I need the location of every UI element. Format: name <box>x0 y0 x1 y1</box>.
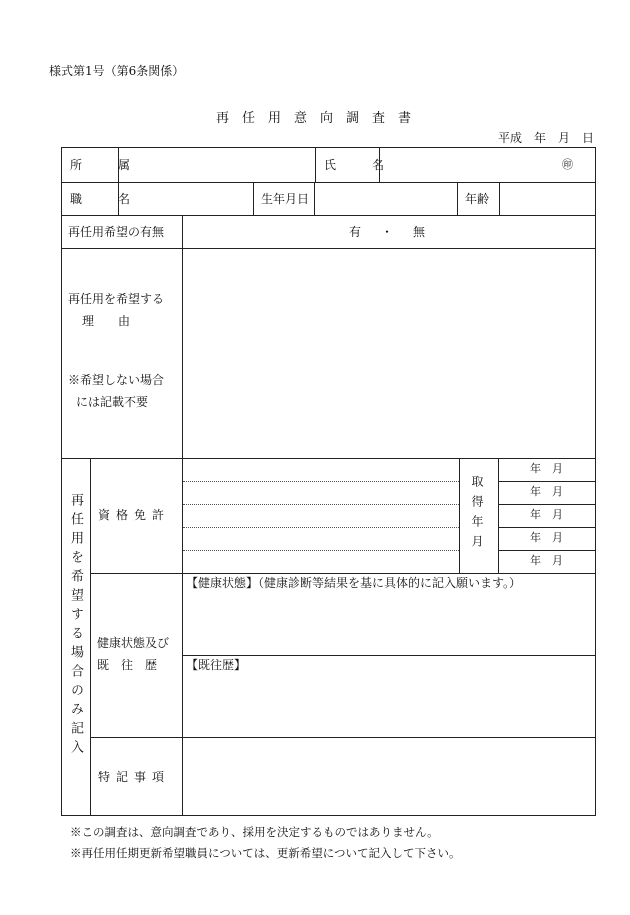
affiliation-label: 所 属 <box>70 158 143 172</box>
health-label-line2: 既 往 歴 <box>97 658 158 672</box>
medical-history-field[interactable] <box>188 676 590 732</box>
reason-note-line1: ※希望しない場合 <box>68 373 165 387</box>
affiliation-field[interactable] <box>124 152 312 179</box>
reason-field[interactable] <box>188 254 590 452</box>
reason-label-line2: 理 由 <box>82 314 131 328</box>
reason-label-line1: 再任用を希望する <box>68 292 165 306</box>
position-label: 職 名 <box>70 192 143 206</box>
age-label: 年齢 <box>465 192 490 206</box>
survey-form-table <box>61 147 596 816</box>
year-month-3: 年 月 <box>530 508 563 521</box>
seal-mark: ㊞ <box>562 158 573 171</box>
medical-history-heading: 【既往歴】 <box>186 658 247 672</box>
age-field[interactable] <box>505 186 591 212</box>
position-field[interactable] <box>124 186 250 212</box>
birthdate-label: 生年月日 <box>261 192 310 206</box>
year-month-4: 年 月 <box>530 531 563 544</box>
birthdate-field[interactable] <box>320 186 454 212</box>
year-month-5: 年 月 <box>530 554 563 567</box>
special-notes-label: 特記事項 <box>98 770 171 784</box>
special-notes-field[interactable] <box>188 742 590 810</box>
acquired-date-label: 取得年月 <box>470 475 484 555</box>
health-label-line1: 健康状態及び <box>97 636 170 650</box>
name-label: 氏 名 <box>324 158 397 172</box>
date-line: 平成 年 月 日 <box>497 131 594 145</box>
health-status-heading: 【健康状態】（健康診断等結果を基に具体的に記入願います。） <box>186 576 522 590</box>
name-field[interactable] <box>385 152 555 179</box>
form-number: 様式第1号（第6条関係） <box>49 64 185 78</box>
footnote-1: ※この調査は、意向調査であり、採用を決定するものではありません。 <box>70 825 439 839</box>
license-label: 資格免許 <box>98 508 171 522</box>
year-month-1: 年 月 <box>530 462 563 475</box>
desire-yes-no-options[interactable]: 有 ・ 無 <box>348 225 429 239</box>
health-status-field[interactable] <box>188 594 590 650</box>
year-month-2: 年 月 <box>530 485 563 498</box>
desired-only-side-label: 再任用を希望する場合のみ記入 <box>68 493 83 759</box>
reason-note-line2: には記載不要 <box>76 395 149 409</box>
reemployment-desire-label: 再任用希望の有無 <box>68 225 165 239</box>
footnote-2: ※再任用任期更新希望職員については、更新希望について記入して下さい。 <box>70 846 461 860</box>
document-title: 再任用意向調査書 <box>215 111 424 126</box>
